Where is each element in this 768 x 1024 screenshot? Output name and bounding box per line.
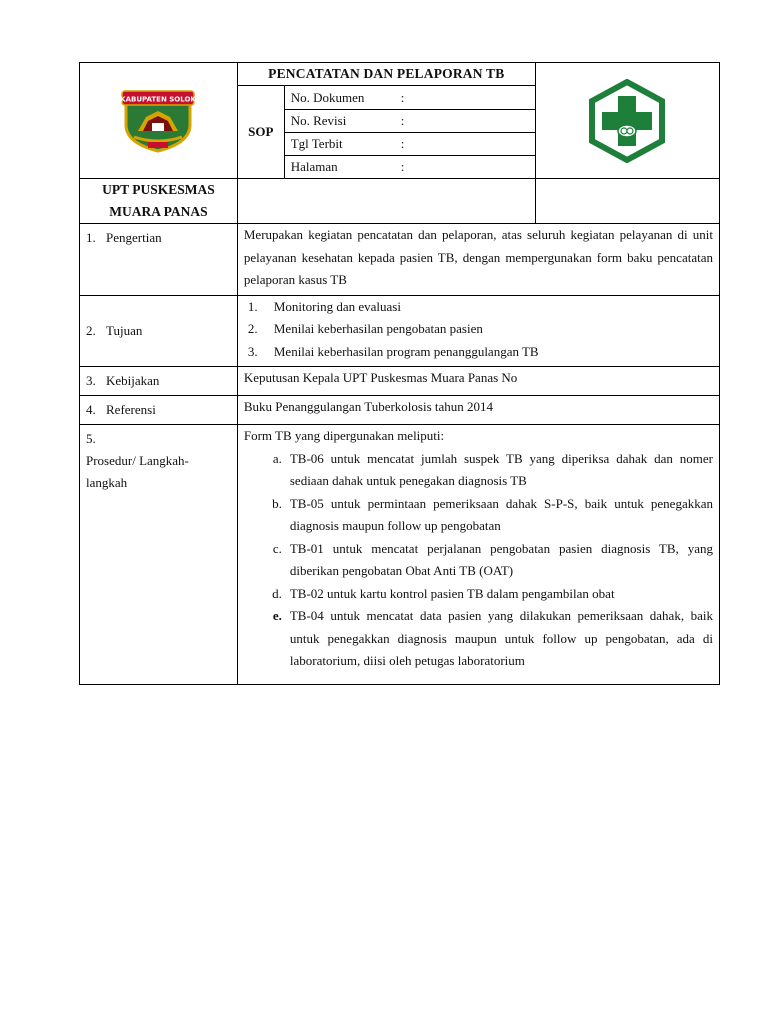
list-item: e. TB-04 untuk mencatat data pasien yang dilakukan pemeriksaan dahak, baik untuk penegakkan diagnosis maupun untuk follow up pengobatan, ada di laboratorium, diisi oleh petugas laboratorium [272,608,713,668]
list-item: 1. Monitoring dan evaluasi [247,298,401,314]
regional-emblem-icon [118,87,198,155]
row-label-kebijakan: 3. Kebijakan [80,367,238,396]
list-item: d. TB-02 untuk kartu kontrol pasien TB dalam pengambilan obat [272,585,615,601]
row-label-prosedur: 5.Prosedur/ Langkah-langkah [80,425,238,685]
emblem-banner-text: KABUPATEN SOLOK [120,95,197,103]
document-title: PENCATATAN DAN PELAPORAN TB [237,63,535,86]
left-logo-cell [80,63,238,179]
puskesmas-logo-icon [585,79,669,163]
tujuan-list [237,295,719,367]
row-label-referensi: 4. Referensi [80,396,238,425]
list-item: c. TB-01 untuk mencatat perjalanan pengobatan pasien diagnosis TB, yang diberikan pengobatan Obat Anti TB (OAT) [272,540,713,578]
sop-label: SOP [237,86,284,179]
kebijakan-text: Keputusan Kepala UPT Puskesmas Muara Panas No [237,367,719,396]
right-logo-cell [535,63,719,179]
org-blank-cell-right [535,179,719,224]
referensi-text: Buku Penanggulangan Tuberkolosis tahun 2014 [237,396,719,425]
meta-no-dokumen: No. Dokumen : [284,86,535,110]
list-item: b. TB-05 untuk permintaan pemeriksaan dahak S-P-S, baik untuk penegakkan diagnosis maupun follow up pengobatan [272,495,713,533]
list-item: 2. Menilai keberhasilan pengobatan pasien [247,321,483,336]
org-name: UPT PUSKESMAS MUARA PANAS [80,179,238,224]
list-item: 3. Menilai keberhasilan program penanggulangan TB [247,343,539,359]
meta-halaman: Halaman : [284,156,535,179]
row-label-tujuan: 2. Tujuan [80,295,238,367]
org-blank-cell [237,179,535,224]
prosedur-body [237,425,719,685]
meta-no-revisi: No. Revisi : [284,110,535,133]
meta-tgl-terbit: Tgl Terbit : [284,133,535,156]
list-item: a. TB-06 untuk mencatat jumlah suspek TB yang diperiksa dahak dan nomer sediaan dahak untuk penegakan diagnosis TB [272,450,713,488]
row-label-pengertian: 1. Pengertian [80,224,238,296]
pengertian-text: Merupakan kegiatan pencatatan dan pelaporan, atas seluruh kegiatan pelayanan di unit pelayanan kesehatan kepada pasien TB, dengan mempergunakan form baku pencatatan pelaporan kasus TB [237,224,719,296]
prosedur-intro: Form TB yang dipergunakan meliputi: [243,428,445,443]
sop-table [79,62,720,685]
